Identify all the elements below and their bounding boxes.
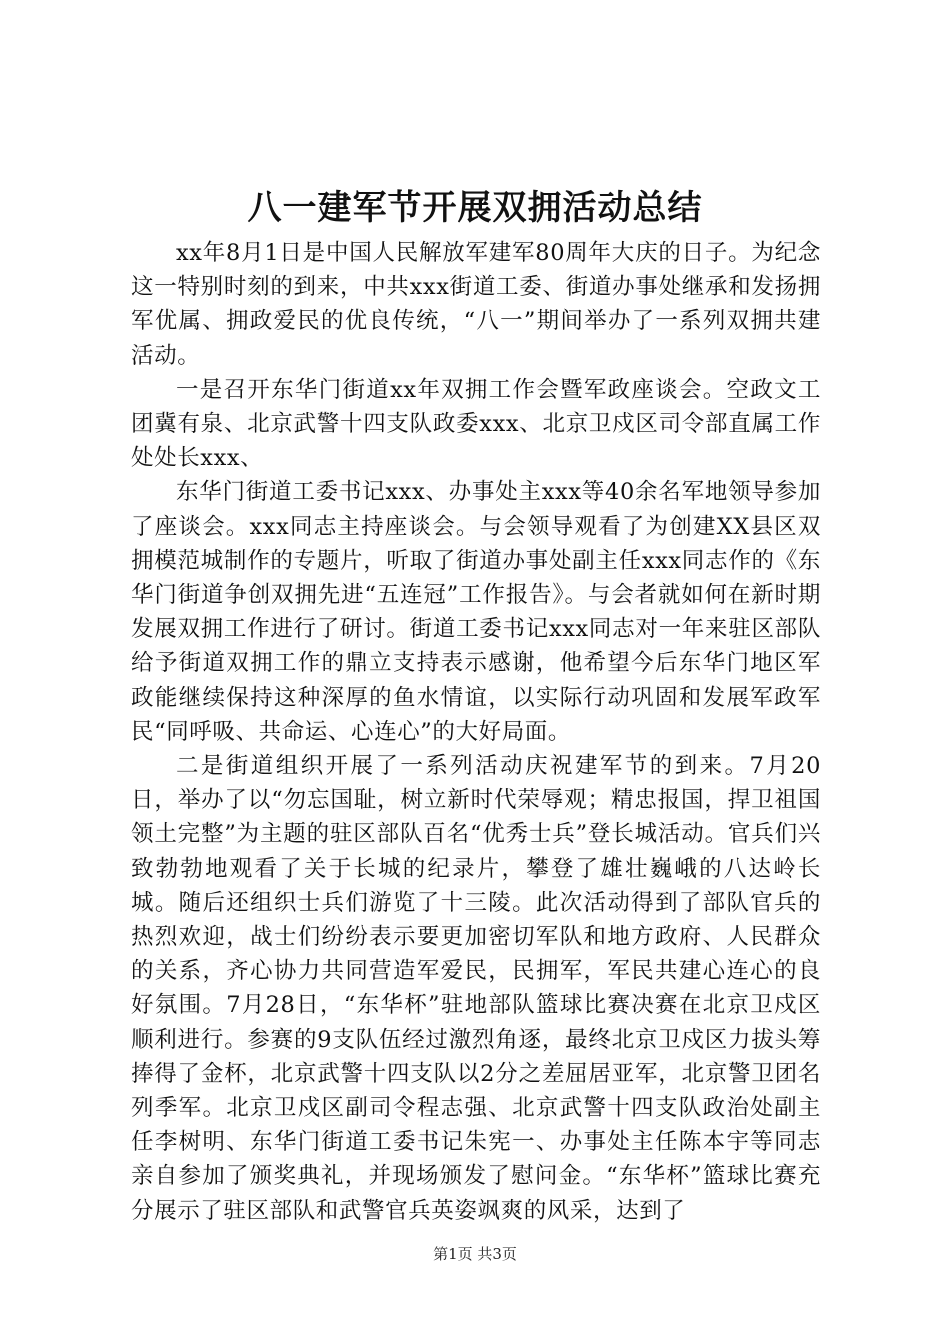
paragraph-item-two: 二是街道组织开展了一系列活动庆祝建军节的到来。7月20日，举办了以“勿忘国耻，树立新时代荣辱观；精忠报国，捍卫祖国领土完整”为主题的驻区部队百名“优秀士兵”登长城活动。官兵们兴致勃勃地观看了关于长城的纪录片，攀登了雄壮巍峨的八达岭长城。随后还组织士兵们游览了十三陵。此次活动得到了部队官兵的热烈欢迎，战士们纷纷表示要更加密切军队和地方政府、人民群众的关系，齐心协力共同营造军爱民，民拥军，军民共建心连心的良好氛围。7月28日，“东华杯”驻地部队篮球比赛决赛在北京卫戍区顺利进行。参赛的9支队伍经过激烈角逐，最终北京卫戍区力拔头筹捧得了金杯，北京武警十四支队以2分之差屈居亚军，北京警卫团名列季军。北京卫戍区副司令程志强、北京武警十四支队政治处副主任李树明、东华门街道工委书记朱宪一、办事处主任陈本宇等同志亲自参加了颁奖典礼，并现场颁发了慰问金。“东华杯”篮球比赛充分展示了驻区部队和武警官兵英姿飒爽的风采，达到了 (131, 753, 821, 1224)
paragraph-item-one: 一是召开东华门街道xx年双拥工作会暨军政座谈会。空政文工团冀有泉、北京武警十四支队政委xxx、北京卫戍区司令部直属工作处处长xxx、 (131, 376, 821, 472)
document-body (131, 236, 821, 1228)
page-number: 第1页 共3页 (433, 1245, 517, 1263)
paragraph-item-one-continued: 东华门街道工委书记xxx、办事处主xxx等40余名军地领导参加了座谈会。xxx同志主持座谈会。与会领导观看了为创建XX县区双拥模范城制作的专题片，听取了街道办事处副主任xxx同志作的《东华门街道争创双拥先进“五连冠”工作报告》。与会者就如何在新时期发展双拥工作进行了研讨。街道工委书记xxx同志对一年来驻区部队给予街道双拥工作的鼎立支持表示感谢，他希望今后东华门地区军政能继续保持这种深厚的鱼水情谊，以实际行动巩固和发展军政军民“同呼吸、共命运、心连心”的大好局面。 (131, 479, 821, 745)
document-title: 八一建军节开展双拥活动总结 (247, 188, 703, 228)
paragraph-intro: xx年8月1日是中国人民解放军建军80周年大庆的日子。为纪念这一特别时刻的到来，中共xxx街道工委、街道办事处继承和发扬拥军优属、拥政爱民的优良传统，“八一”期间举办了一系列双拥共建活动。 (131, 240, 821, 369)
